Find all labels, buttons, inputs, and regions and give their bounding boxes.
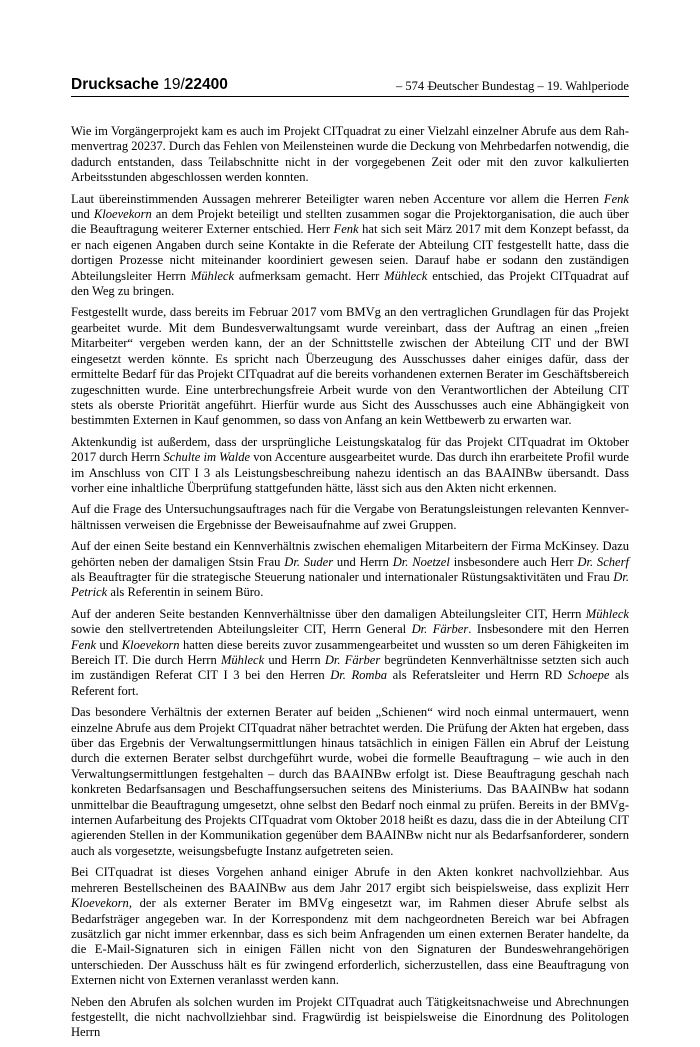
italic-name: Fenk xyxy=(603,191,629,206)
text-run: hat sich seit März 2017 mit dem Konzept befasst, da er nach eigenen Angaben durch seine Kontakte in die Referate der Abteilung CIT festgestellt hatte, dass die dortigen Prozesse nicht miteinander koordiniert gewesen seien. Darauf habe er sodann den zuständigen Abteilungsleiter Herrn xyxy=(71,222,629,283)
header-rule xyxy=(71,96,629,97)
text-run: an dem Projekt beteiligt und stellten zusammen sogar die Projektorganisation, die auch über die Beauftragung weiterer Externer entschied. Herr xyxy=(71,207,629,237)
document-number xyxy=(71,76,228,94)
italic-name: Dr. Färber xyxy=(411,622,469,637)
text-run: . Insbesondere mit den Herren xyxy=(468,622,629,637)
italic-name: Mühleck xyxy=(190,268,235,283)
page-number: – 574 – xyxy=(396,79,434,93)
paragraph xyxy=(71,705,629,859)
italic-name: Kloevekorn xyxy=(93,207,152,222)
text-run: Auf der einen Seite bestand ein Kennverhältnis zwischen ehemaligen Mitarbeitern der Firma McKinsey. Dazu gehörten neben der damaligen Stsin Frau xyxy=(71,539,629,569)
text-run: und xyxy=(71,207,94,222)
text-run: begründeten Kennverhältnisse setzten sich auch im zuständigen Referat CIT I 3 bei den Herren xyxy=(71,653,630,683)
text-run: Auf der anderen Seite bestanden Kennverhältnisse über den damaligen Abteilungsleiter CIT, Herrn xyxy=(71,606,586,621)
text-run: und Herrn xyxy=(264,653,325,667)
text-run: und xyxy=(96,637,122,652)
italic-name: Mühleck xyxy=(220,653,265,667)
paragraph xyxy=(71,539,629,601)
page-header xyxy=(71,76,629,96)
text-run: Auf die Frage des Untersuchungsauftrages nach für die Vergabe von Beratungsleistungen relevanten Kennverhältnissen verweisen die Ergebnisse der Beweisaufnahme auf zwei Gruppen. xyxy=(71,502,629,532)
italic-name: Schulte im Walde xyxy=(163,450,251,465)
text-run: sowie den stellvertretenden Abteilungsleiter CIT, Herrn General xyxy=(71,622,412,637)
text-run: entschied, das Projekt CITquadrat auf den Weg zu bringen. xyxy=(71,268,629,299)
text-run: insbesondere auch Herr xyxy=(449,554,578,569)
text-run: als Beauftragter für die strategische Steuerung nationaler und internationaler Rüstungsaktivitäten und Frau xyxy=(71,569,614,584)
paragraph xyxy=(71,607,629,699)
italic-name: Mühleck xyxy=(585,606,629,621)
italic-name: Dr. Färber xyxy=(324,653,381,667)
paragraph xyxy=(71,435,629,497)
document-label: Drucksache xyxy=(71,76,159,93)
text-run: von Accenture ausgearbeitet wurde. Das durch ihn erarbeitete Profil wurde im Anschluss von CIT I 3 als Leistungsbeschreibung nahezu identisch an das BAAINBw übersandt. Dass vorher eine inhaltliche Überprüfung stattgefunden hätte, lässt sich aus den Akten nicht erkennen. xyxy=(71,450,629,495)
text-run: Neben den Abrufen als solchen wurden im Projekt CITquadrat auch Tätigkeitsnachweise und Abrechnungen festgestellt, die nicht nachvollziehbar sind. Fragwürdig ist beispielsweise die Einordnung des Politologen Herrn xyxy=(71,994,629,1040)
paragraph xyxy=(71,192,629,300)
italic-name: Kloevekorn xyxy=(71,896,129,911)
italic-name: Fenk xyxy=(333,222,359,237)
italic-name: Dr. Romba xyxy=(330,668,388,683)
text-run: Wie im Vorgängerprojekt kam es auch im Projekt CITquadrat zu einer Vielzahl einzelner Abrufe aus dem Rahmenvertrag 20237. Durch das Fehlen von Meilensteinen wurde die Deckung von Mehrbedarfen notwendig, die dadurch entstanden, dass Teilabschnitte nicht in der vorgegebenen Zeit oder mit den zuvor kalkulierten Arbeitsstunden abgeschlossen werden konnten. xyxy=(71,124,629,185)
paragraph xyxy=(71,865,629,988)
text-run: , der als externer Berater im BMVg eingesetzt war, im Rahmen dieser Abrufe selbst als Bedarfsträger angegeben war. In der Korrespondenz mit dem nachgeordneten Bereich war bei Abfragen zusätzlich gar nicht immer erkennbar, dass es sich beim Anfragenden um einen externen Berater handelte, da die E-Mail-Signaturen sich in einigen Fällen nicht von den Signaturen der Bundeswehrangehörigen unterschieden. Der Ausschuss hält es für zwingend erforderlich, sicherzustellen, dass eine Beauftragung von Externen nicht von Externen veranlasst werden kann. xyxy=(71,896,629,988)
document-number-value: 22400 xyxy=(184,76,228,93)
text-run: Festgestellt wurde, dass bereits im Februar 2017 vom BMVg an den vertraglichen Grundlagen für das Projekt gearbeitet wurde. Mit dem Bundesverwaltungsamt wurde vereinbart, dass der Auftrag an einen „freien Mitarbeiter“ vergeben werden kann, der an der Schnittstelle zwischen der Abteilung CIT und der BWI eingesetzt werden könnte. Es spricht nach Überzeugung des Ausschusses daher einiges dafür, dass der ermittelte Bedarf für das Projekt CITquadrat auf die bereits vorhandenen externen Berater im Geschäftsbereich zugeschnitten wurde. Eine unterbrechungsfreie Arbeit wurde von den Verantwortlichen der Abteilung CIT stets als oberste Priorität angeführt. Hierfür wurde aus Sicht des Ausschusses auch eine Abhängigkeit von bestimmten Externen in Kauf genommen, so dass von Anfang an kein Wettbewerb zu erwarten war. xyxy=(71,305,629,428)
text-run: als Referent fort. xyxy=(71,668,630,698)
publisher-label: Deutscher Bundestag – 19. Wahlperiode xyxy=(427,79,629,93)
text-run: Aktenkundig ist außerdem, dass der ursprüngliche Leistungskatalog für das Projekt CITquadrat im Oktober 2017 durch Herrn xyxy=(71,434,629,465)
paragraph xyxy=(71,995,629,1041)
text-run: als Referatsleiter und Herrn RD xyxy=(387,668,568,683)
paragraph xyxy=(71,502,629,533)
text-run: hatten diese bereits zuvor zusammengearbeitet und wussten so um deren Fähigkeiten im Bereich IT. Die durch Herrn xyxy=(71,637,630,667)
italic-name: Kloevekorn xyxy=(121,637,180,652)
body-text xyxy=(71,124,629,1047)
italic-name: Schoepe xyxy=(567,668,610,683)
paragraph xyxy=(71,305,629,428)
text-run: Laut übereinstimmenden Aussagen mehrerer Beteiligter waren neben Accenture vor allem die Herren xyxy=(71,191,604,206)
italic-name: Dr. Noetzel xyxy=(392,554,450,569)
italic-name: Mühleck xyxy=(384,268,428,283)
italic-name: Dr. Petrick xyxy=(71,569,629,600)
italic-name: Dr. Scherf xyxy=(577,554,629,569)
paragraph xyxy=(71,124,629,186)
text-run: Das besondere Verhältnis der externen Berater auf beiden „Schienen“ wird noch einmal untermauert, wenn einzelne Abrufe aus dem Projekt CITquadrat näher betrachtet werden. Die Prüfung der Akten hat ergeben, dass über das Ergebnis der Verwaltungsermittlungen hinaus tatsächlich in einigen Fällen ein Abruf der Leistung durch die externen Berater selbst durchgeführt wurde, wobei die formelle Beauftragung – wie auch in den Verwaltungsermittlungen festgehalten – durch das BAAINBw erfolgt ist. Diese Beauftragung geschah nach konkreten Bedarfsansagen und Beschaffungsersuchen seitens des Ministeriums. Das BAAINBw hat sodann unmittelbar die Beauftragung umgesetzt, ohne selbst den Bedarf noch einmal zu prüfen. Bereits in der BMVg-internen Aufarbeitung des Projekts CITquadrat vom Oktober 2018 heißt es dazu, dass die in der Abteilung CIT agierenden Stellen in der Kommunikation gegenüber dem BAAINBw nicht nur als Bedarfsanforderer, sondern auch als vorgesetzte, weisungsbefugte Instanz aufgetreten seien. xyxy=(71,705,629,858)
document-prefix: 19/ xyxy=(163,76,185,93)
text-run: als Referentin in seinem Büro. xyxy=(107,585,264,600)
text-run: aufmerksam gemacht. Herr xyxy=(234,268,385,283)
italic-name: Dr. Suder xyxy=(284,554,334,569)
text-run: und Herrn xyxy=(333,554,393,569)
text-run: Bei CITquadrat ist dieses Vorgehen anhand einiger Abrufe in den Akten konkret nachvollziehbar. Aus mehreren Bestellscheinen des BAAINBw aus dem Jahr 2017 ergibt sich beispielsweise, dass explizit Herr xyxy=(71,865,629,895)
italic-name: Fenk xyxy=(71,637,97,652)
